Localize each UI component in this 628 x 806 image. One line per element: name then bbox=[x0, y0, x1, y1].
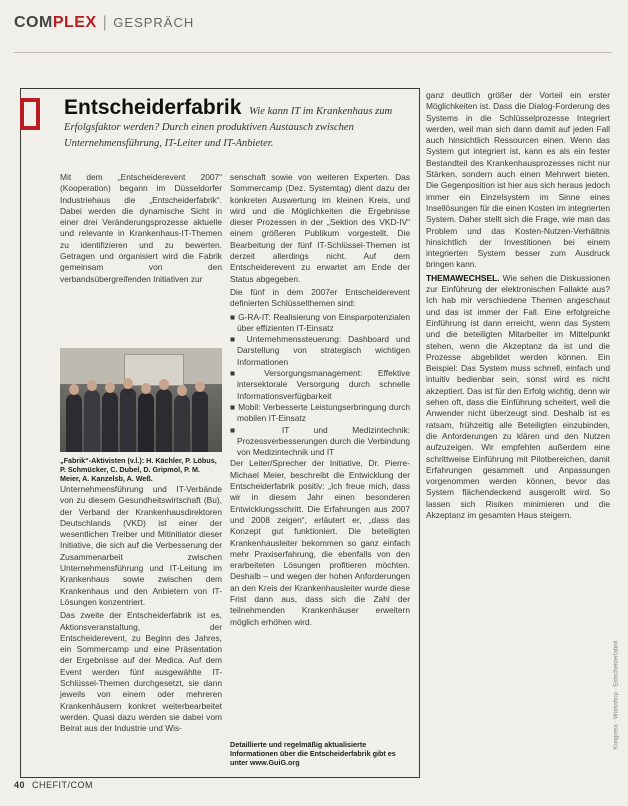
header-section: GESPRÄCH bbox=[113, 15, 195, 30]
paragraph: Unternehmensführung und IT-Verbände von zu diesem Gesundheitswirtschaft (Bu), der Verband der Krankenhausdirektoren Deutschlands (VKD) ist einer der wesentlichen Treiber und Mitinitiator dieser Initiative, die sich auf die Verbesserung der Zusammenarbeit zwischen Unternehmensführung und IT-Leitung im Krankenhaus sowie zwischen dem Krankenhaus und den Anbietern von IT-Lösungen konzentriert. bbox=[60, 484, 222, 607]
header-complex-2: PLEX bbox=[52, 14, 97, 31]
photo-head bbox=[159, 379, 169, 390]
article-title: Entscheiderfabrik bbox=[64, 96, 242, 119]
photo-person bbox=[84, 390, 100, 452]
photo-head bbox=[141, 383, 151, 394]
photo-person bbox=[120, 388, 136, 452]
photo-person bbox=[66, 394, 82, 452]
photo-picture bbox=[124, 354, 184, 386]
column-2 bbox=[230, 172, 410, 630]
red-bracket-icon bbox=[20, 98, 40, 130]
magazine-name: CHEFIT/COM bbox=[32, 780, 94, 790]
bullet-item: ■ G-RA-IT: Realisierung von Einsparpotenzialen über effizienten IT-Einsatz bbox=[230, 311, 410, 333]
header-rule bbox=[14, 52, 612, 53]
paragraph: senschaft sowie von weiteren Experten. Das Sommercamp (Dez. Systemtag) dient dazu der konkreten Auswertung im kleinen Kreis, und wird und die Möglichkeiten die Ergebnisse dieser Prozessen in der „Sektion des VKD-IV“ einem größeren Publikum vorgestellt. Die Bearbeitung der fünf IT-Schlüssel-Themen ist derzeit allerdings nicht. Auf dem Entscheiderevent zu erwartet am Ende der Status abgegeben. bbox=[230, 172, 410, 284]
paragraph bbox=[426, 273, 610, 522]
article-heading bbox=[64, 96, 414, 152]
group-photo bbox=[60, 348, 222, 452]
photo-head bbox=[195, 381, 205, 392]
photo-person bbox=[102, 392, 118, 452]
paragraph-text: Wie sehen die Diskussionen zur Einführung der elektronischen Fallakte aus? Ich hab mir verschiedene Themen angeschaut und das ist immer der Fall. Eine erfolgreiche Einführung ist dann erreicht, wenn das System und die beteiligten Mitarbeiter im Mittelpunkt stehen, wenn die Akzeptanz da ist und die Prozesse abgebildet werden können. Ein Beispiel: Das System muss schnell, einfach und intuitiv bedienbar sein, sonst wird es nicht akzeptiert. Das ist für den Erfolg wichtig, denn wir sehen oft, dass die Einführung scheitert, weil die Anwender nicht überzeugt sind. Deshalb ist es ratsam, frühzeitig alle Beteiligten einzubinden, die Anforderungen zu klären und den Nutzen aufzuzeigen. Wir empfehlen außerdem eine schrittweise Einführung mit Pilotbereichen, damit Erfahrungen gesammelt und Anpassungen vorgenommen werden können, bevor das System flächendeckend ausgerollt wird. So lassen sich Risiken minimieren und die Akzeptanz im gesamten Haus steigern. bbox=[426, 272, 610, 520]
page-number: 40 bbox=[14, 780, 26, 790]
paragraph: Das zweite der Entscheiderfabrik ist es, Aktionsveranstaltung, der Entscheiderevent, zu Beginn des Jahres, ein Sommercamp und eine Präsentation der Ergebnisse auf der Medica. Auf dem Event werden fünf ausgewählte IT-Schlüssel-Themen durchgesetzt, sie dann jeweils von einem oder mehreren Krankenhäusern konkret weiterbearbeitet werden. Quasi dazu werden sie dabei vom Beirat aus der Industrie und Wis- bbox=[60, 610, 222, 734]
subhead: THEMAWECHSEL. bbox=[426, 272, 500, 283]
side-text: Kongress · Workshop · Entscheiderfabrik bbox=[613, 640, 620, 750]
header-complex-1: COM bbox=[14, 14, 53, 31]
paragraph: Die fünf in dem 2007er Entscheiderevent definierten Schlüsselthemen sind: bbox=[230, 286, 410, 309]
bullet-item: ■ IT und Medizintechnik: Prozessverbesserungen durch die Verbindung von Medizintechnik und IT bbox=[230, 424, 410, 458]
bullet-text: Unternehmenssteuerung: Dashboard und Darstellung von strategisch wichtigen Informationen bbox=[237, 334, 410, 367]
info-footnote: Detaillierte und regelmäßig aktualisierte Informationen über die Entscheiderfabrik gibt es unter www.GuiG.org bbox=[230, 740, 396, 767]
bullet-text: Versorgungsmanagement: Effektive intersektorale Versorgung durch schnelle Informationsverfügbarkeit bbox=[237, 368, 410, 401]
bullet-item: ■ Unternehmenssteuerung: Dashboard und Darstellung von strategisch wichtigen Informationen bbox=[230, 334, 410, 367]
column-1 bbox=[60, 172, 222, 287]
bullet-item: ■ Versorgungsmanagement: Effektive intersektorale Versorgung durch schnelle Informationsverfügbarkeit bbox=[230, 368, 410, 401]
photo-head bbox=[69, 384, 79, 395]
bullet-text: Mobil: Verbesserte Leistungserbringung durch mobilen IT-Einsatz bbox=[237, 401, 411, 424]
photo-person bbox=[156, 389, 172, 452]
photo-person bbox=[192, 391, 208, 452]
bullet-item: ■ Mobil: Verbesserte Leistungserbringung durch mobilen IT-Einsatz bbox=[230, 401, 411, 424]
paragraph: Mit dem „Entscheiderevent 2007“ (Kooperation) begann im Düsseldorfer Industriehaus die „Entscheiderfabrik“. Dabei werden die dynamische Sicht in einer drei Veränderungsprozesse aktuelle und relevante in Krankenhaus-IT-Themen zu identifizieren und zu bewerten. Getragen und organisiert wird die Fabrik gemeinsam von den verbandsübergreifenden Initiativen zur bbox=[60, 172, 222, 284]
photo-head bbox=[123, 378, 133, 389]
column-3 bbox=[426, 90, 610, 523]
bullet-text: IT und Medizintechnik: Prozessverbesserungen durch die Verbindung von Medizintechnik und IT bbox=[237, 424, 410, 458]
side-margin-text bbox=[612, 640, 620, 760]
photo-head bbox=[87, 380, 97, 391]
header-separator: | bbox=[102, 14, 108, 31]
photo-person bbox=[138, 393, 154, 452]
photo-person bbox=[174, 395, 190, 452]
section-header bbox=[14, 14, 194, 32]
paragraph: Der Leiter/Sprecher der Initiative, Dr. Pierre-Michael Meier, beschreibt die Entwicklung der Entscheiderfabrik positiv: „Ich freue mich, dass wir in diesem Jahr einen besonderen Entwicklungsschritt. Die Erfahrungen aus 2007 und 2008 zeigen“, erläutert er, „dass das Konzept gut funktioniert. Die beteiligten Krankenhausleiter bekommen so ganz einfach mehr Praxiserfahrung, die ebenfalls von den erarbeiteten Lösungen profitieren möchten. Deshalb – und wegen der hohen Anforderungen an den Kreis der Krankenhausleiter wurde diese Frist dann aus, dass sich die Zahl der teilnehmenden Krankenhäuser erweitern möglich erhöhen wird. bbox=[230, 458, 410, 627]
page-footer bbox=[14, 780, 93, 790]
bullet-text: G-RA-IT: Realisierung von Einsparpotenzialen über effizienten IT-Einsatz bbox=[237, 311, 410, 333]
article-lead: Wie kann IT im Krankenhaus zum Erfolgsfaktor werden? Durch einen produktiven Austausch zwischen Unternehmensführung, IT-Leiter und IT-Anbieter. bbox=[64, 106, 393, 149]
photo-caption: „Fabrik“-Aktivisten (v.l.): H. Kächler, P. Löbus, P. Schmücker, C. Dubel, D. Gripmol, P. M. Meier, A. Kanzelsb, A. Weß. bbox=[60, 456, 217, 483]
photo-head bbox=[177, 385, 187, 396]
paragraph: ganz deutlich größer der Vorteil ein erster Möglichkeiten ist. Dass die Dialog-Forderung des Systems in die Schlüsselprozesse Integriert werden, weil man sich dann damit auf jeden Fall auch hinsichtlich Ressourcen einen. Wenn das System gut integriert ist, kann es als ein fester Bestandteil des Krankenhausprozesses nicht nur Stärken, sondern auch einen Mehrwert bieten. Die Gegenposition ist hier aus sich heraus jedoch immer ein Einzelsystem im Sinne eines Insellösungen für die einen Kosten im integrierten System. Daher stellt sich die Frage, wie man das Problem und das Kosten-Nutzen-Verhältnis hinsichtlich der Investitionen bei einem integrierten System besser zum Ausdruck bringen kann. bbox=[426, 90, 610, 270]
photo-head bbox=[105, 382, 115, 393]
column-1-continued bbox=[60, 484, 222, 737]
